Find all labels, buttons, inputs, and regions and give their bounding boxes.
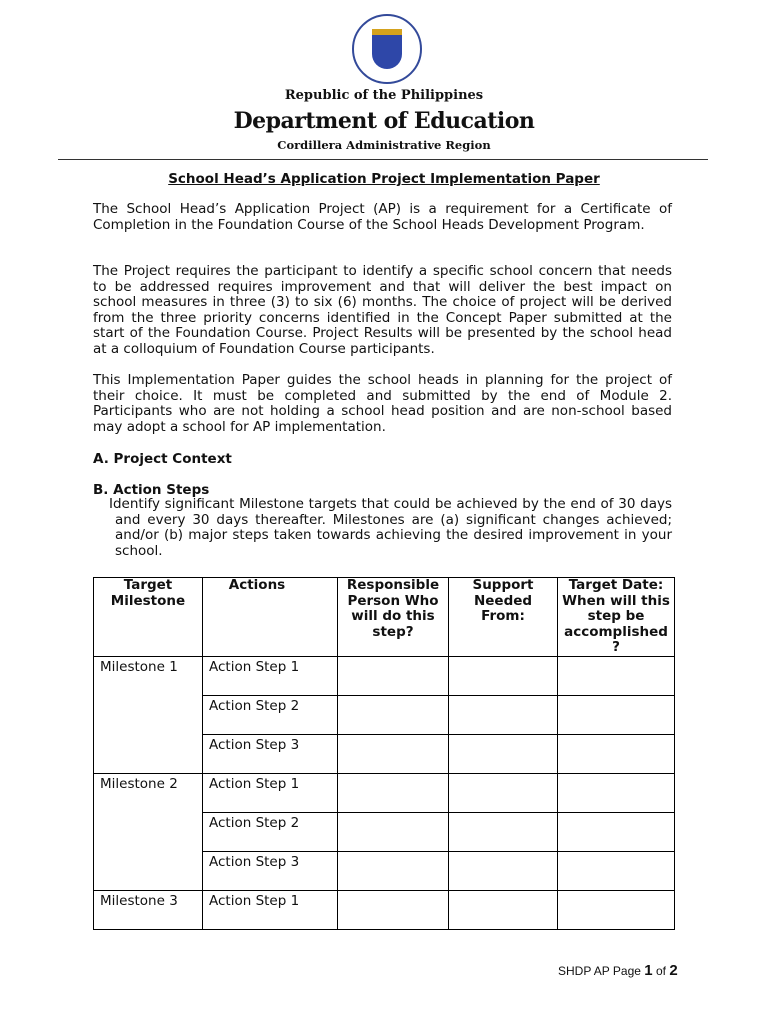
- input-cell[interactable]: [338, 656, 449, 695]
- input-cell[interactable]: [449, 890, 558, 929]
- action-step-cell: Action Step 2: [203, 812, 338, 851]
- input-cell[interactable]: [338, 695, 449, 734]
- deped-seal-logo: [352, 14, 422, 84]
- document-title: School Head’s Application Project Implementation Paper: [168, 171, 600, 187]
- input-cell[interactable]: [449, 695, 558, 734]
- header-support-needed: Support Needed From:: [449, 578, 558, 657]
- input-cell[interactable]: [558, 656, 675, 695]
- current-page: 1: [644, 962, 653, 979]
- action-step-cell: Action Step 2: [203, 695, 338, 734]
- milestone-cell: Milestone 2: [94, 773, 203, 890]
- header-target-milestone: Target Milestone: [94, 578, 203, 657]
- input-cell[interactable]: [558, 890, 675, 929]
- input-cell[interactable]: [338, 890, 449, 929]
- footer-of: of: [652, 964, 670, 978]
- header-target-date: Target Date: When will this step be accomplished ?: [558, 578, 675, 657]
- input-cell[interactable]: [449, 812, 558, 851]
- paragraph-1: The School Head’s Application Project (AP) is a requirement for a Certificate of Completion in the Foundation Course of the School Heads Development Program.: [93, 201, 672, 233]
- department-heading: Department of Education: [233, 108, 535, 134]
- action-steps-table: [93, 577, 675, 930]
- input-cell[interactable]: [558, 773, 675, 812]
- input-cell[interactable]: [449, 851, 558, 890]
- input-cell[interactable]: [558, 812, 675, 851]
- input-cell[interactable]: [449, 734, 558, 773]
- header-responsible-person: Responsible Person Who will do this step?: [338, 578, 449, 657]
- input-cell[interactable]: [338, 812, 449, 851]
- page-footer: [558, 962, 678, 979]
- header-divider: [58, 159, 708, 160]
- paragraph-2: The Project requires the participant to identify a specific school concern that needs to be addressed requires improvement and that will deliver the best impact on school measures in three (3) to six (6) months. The choice of project will be derived from the three priority concerns identified in the Concept Paper submitted at the start of the Foundation Course. Project Results will be presented by the school head at a colloquium of Foundation Course participants.: [93, 263, 672, 357]
- action-step-cell: Action Step 1: [203, 890, 338, 929]
- section-b-text: Identify significant Milestone targets that could be achieved by the end of 30 days and every 30 days thereafter. Milestones are (a) significant changes achieved; and/or (b) major steps taken towards achieving the desired improvement in your school.: [109, 496, 672, 559]
- action-step-cell: Action Step 3: [203, 734, 338, 773]
- action-step-cell: Action Step 3: [203, 851, 338, 890]
- section-b-heading: B. Action Steps: [93, 482, 210, 498]
- input-cell[interactable]: [338, 851, 449, 890]
- input-cell[interactable]: [558, 734, 675, 773]
- republic-heading: Republic of the Philippines: [284, 88, 484, 103]
- header-actions: Actions: [203, 578, 338, 657]
- action-step-cell: Action Step 1: [203, 656, 338, 695]
- input-cell[interactable]: [558, 851, 675, 890]
- input-cell[interactable]: [338, 773, 449, 812]
- milestone-cell: Milestone 1: [94, 656, 203, 773]
- input-cell[interactable]: [338, 734, 449, 773]
- input-cell[interactable]: [558, 695, 675, 734]
- section-a-heading: A. Project Context: [93, 451, 232, 467]
- paragraph-3: This Implementation Paper guides the school heads in planning for the project of their choice. It must be completed and submitted by the end of Module 2. Participants who are not holding a school head position and are non-school based may adopt a school for AP implementation.: [93, 372, 672, 435]
- region-heading: Cordillera Administrative Region: [277, 138, 491, 152]
- total-pages: 2: [669, 962, 678, 979]
- milestone-cell: Milestone 3: [94, 890, 203, 929]
- input-cell[interactable]: [449, 656, 558, 695]
- input-cell[interactable]: [449, 773, 558, 812]
- footer-label: SHDP AP Page: [558, 964, 645, 978]
- action-step-cell: Action Step 1: [203, 773, 338, 812]
